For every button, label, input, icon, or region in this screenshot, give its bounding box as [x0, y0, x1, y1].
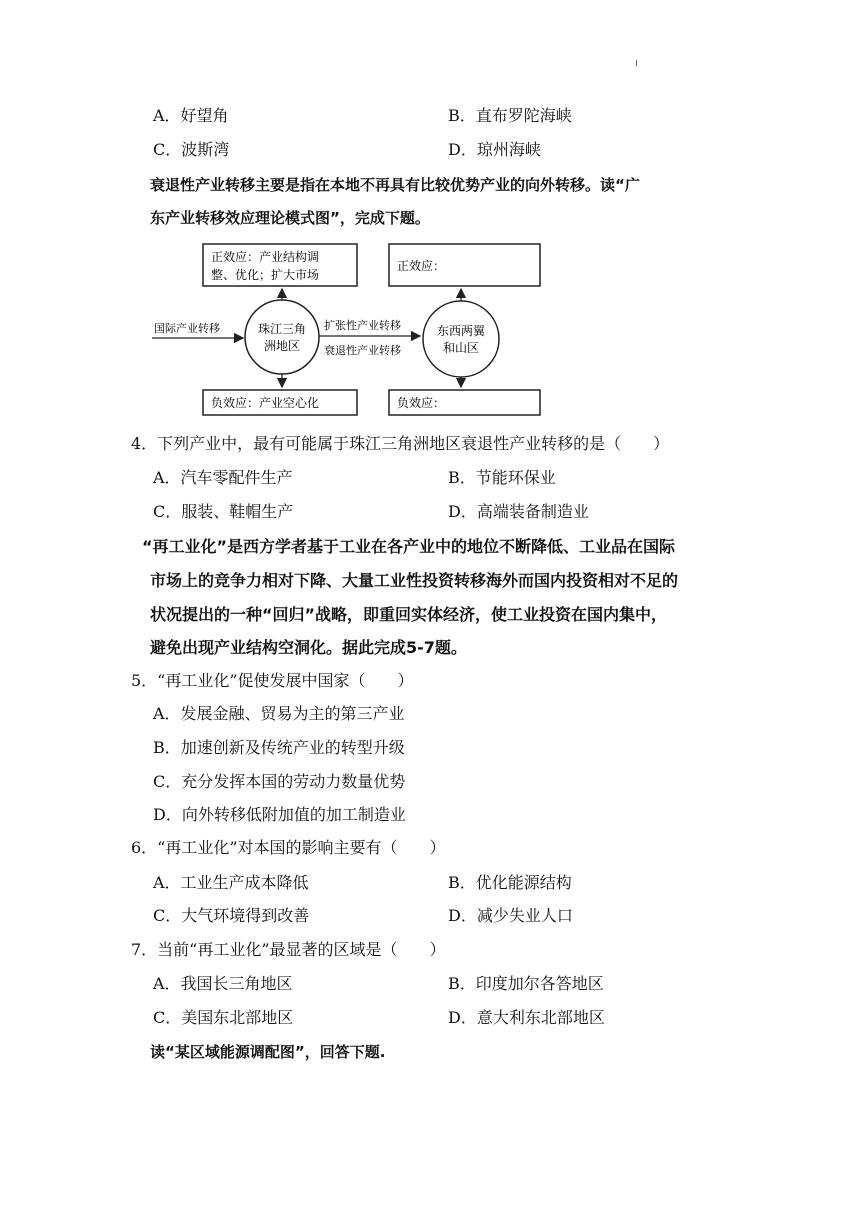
- industry-transfer-diagram: [150, 240, 550, 420]
- circle-pearl-river-delta: [245, 300, 319, 374]
- q5-option-c[interactable]: C．充分发挥本国的劳动力数量优势: [153, 772, 406, 791]
- q4-option-d[interactable]: D．高端装备制造业: [448, 502, 589, 521]
- circle-left-line-2: 洲地区: [263, 339, 301, 353]
- passage2-line-1: “再工业化”是西方学者基于工业在各产业中的地位不断降低、工业品在国际: [142, 537, 676, 556]
- q6-stem: 6．“再工业化”对本国的影响主要有（ ）: [131, 838, 446, 857]
- q7-option-d[interactable]: D．意大利东北部地区: [448, 1008, 605, 1027]
- passage3-line: 读“某区域能源调配图”，回答下题.: [150, 1043, 386, 1061]
- q4-option-c[interactable]: C．服装、鞋帽生产: [153, 502, 294, 521]
- q4-option-b[interactable]: B．节能环保业: [448, 468, 556, 487]
- q3-option-c[interactable]: C．波斯湾: [153, 140, 230, 159]
- q5-option-d[interactable]: D．向外转移低附加值的加工制造业: [153, 805, 406, 824]
- q3-option-d[interactable]: D．琼州海峡: [448, 140, 541, 159]
- q6-option-a[interactable]: A．工业生产成本降低: [153, 873, 309, 892]
- box-top-left-line-2: 整、优化；扩大市场: [211, 268, 320, 282]
- arrow-international-label: 国际产业转移: [154, 322, 220, 335]
- box-bottom-right-label: 负效应：: [397, 396, 446, 410]
- passage1-line-2: 东产业转移效应理论模式图”，完成下题。: [150, 209, 430, 227]
- q5-stem: 5．“再工业化”促使发展中国家（ ）: [131, 671, 414, 690]
- q7-option-a[interactable]: A．我国长三角地区: [153, 974, 293, 993]
- q7-option-c[interactable]: C．美国东北部地区: [153, 1008, 294, 1027]
- circle-right-line-2: 和山区: [442, 341, 480, 355]
- q4-stem: 4．下列产业中，最有可能属于珠江三角洲地区衰退性产业转移的是（ ）: [131, 434, 670, 453]
- q6-option-b[interactable]: B．优化能源结构: [448, 873, 572, 892]
- q5-option-b[interactable]: B．加速创新及传统产业的转型升级: [153, 738, 405, 757]
- q4-option-a[interactable]: A．汽车零配件生产: [153, 468, 293, 487]
- passage2-line-4: 避免出现产业结构空洞化。据此完成5-7题。: [150, 638, 467, 657]
- box-bottom-left-label: 负效应：产业空心化: [211, 396, 320, 410]
- q6-option-c[interactable]: C．大气环境得到改善: [153, 906, 310, 925]
- q5-option-a[interactable]: A．发展金融、贸易为主的第三产业: [153, 704, 405, 723]
- q7-option-b[interactable]: B．印度加尔各答地区: [448, 974, 604, 993]
- arrow-expansion-label: 扩张性产业转移: [324, 319, 401, 332]
- passage2-line-3: 状况提出的一种“回归”战略，即重回实体经济，使工业投资在国内集中，: [150, 605, 668, 624]
- box-top-right-label: 正效应：: [397, 259, 446, 273]
- q3-option-a[interactable]: A．好望角: [153, 106, 229, 125]
- q6-option-d[interactable]: D．减少失业人口: [448, 906, 573, 925]
- page-tick-mark: [636, 60, 637, 66]
- q3-option-b[interactable]: B．直布罗陀海峡: [448, 106, 572, 125]
- q7-stem: 7．当前“再工业化”最显著的区域是（ ）: [131, 940, 446, 959]
- arrow-decline-label: 衰退性产业转移: [324, 344, 401, 357]
- passage1-line-1: 衰退性产业转移主要是指在本地不再具有比较优势产业的向外转移。读“广: [150, 176, 640, 194]
- box-top-left-line-1: 正效应：产业结构调: [211, 250, 320, 264]
- passage2-line-2: 市场上的竞争力相对下降、大量工业性投资转移海外而国内投资相对不足的: [150, 571, 679, 590]
- circle-east-west-wings: [423, 301, 499, 377]
- circle-left-line-1: 珠江三角: [257, 322, 307, 336]
- circle-right-line-1: 东西两翼: [436, 324, 486, 338]
